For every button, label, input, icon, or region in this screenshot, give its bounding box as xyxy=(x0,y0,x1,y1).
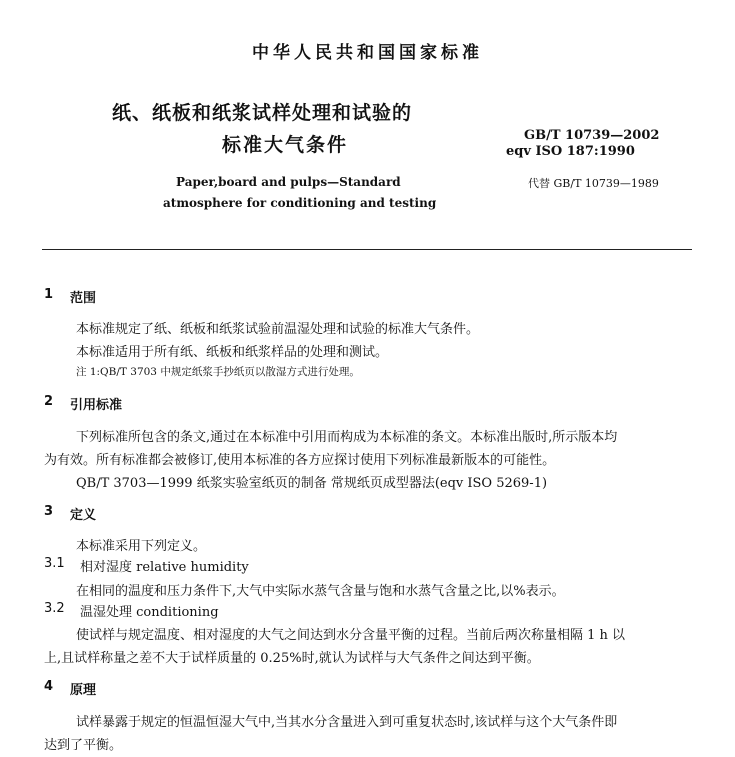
section-4-paragraph-line2: 达到了平衡。 xyxy=(44,738,123,753)
english-title-line1: Paper,board and pulps—Standard xyxy=(176,175,401,189)
section-2-number: 2 xyxy=(44,394,54,409)
definition-3-2-text-line2: 上,且试样称量之差不大于试样质量的 0.25%时,就认为试样与大气条件之间达到平衡。 xyxy=(44,651,540,666)
section-3-number: 3 xyxy=(44,504,54,519)
section-4-title: 原理 xyxy=(70,683,97,698)
section-3-title: 定义 xyxy=(70,508,97,523)
english-title-line2: atmosphere for conditioning and testing xyxy=(163,196,437,210)
section-4-number: 4 xyxy=(44,679,54,694)
section-4-paragraph-line1: 试样暴露于规定的恒温恒湿大气中,当其水分含量进入到可重复状态时,该试样与这个大气条件即 xyxy=(76,715,618,730)
section-1-title: 范围 xyxy=(70,291,97,306)
definition-3-1-term: 相对湿度 relative humidity xyxy=(80,560,249,575)
definition-3-2-number: 3.2 xyxy=(44,601,65,616)
standard-replaces: 代替 GB/T 10739—1989 xyxy=(528,177,659,190)
standard-code: GB/T 10739—2002 xyxy=(524,128,660,143)
section-1-paragraph-2: 本标准适用于所有纸、纸板和纸浆样品的处理和测试。 xyxy=(76,345,389,360)
definition-3-1-text: 在相同的温度和压力条件下,大气中实际水蒸气含量与饱和水蒸气含量之比,以%表示。 xyxy=(76,584,565,599)
section-3-paragraph-1: 本标准采用下列定义。 xyxy=(76,539,207,554)
section-2-paragraph-line1: 下列标准所包含的条文,通过在本标准中引用而构成为本标准的条文。本标准出版时,所示版本均 xyxy=(76,430,618,445)
section-2-paragraph-line2: 为有效。所有标准都会被修订,使用本标准的各方应探讨使用下列标准最新版本的可能性。 xyxy=(44,453,556,468)
standard-title-line1: 纸、纸板和纸浆试样处理和试验的 xyxy=(112,102,413,124)
header-divider xyxy=(42,249,692,250)
section-2-title: 引用标准 xyxy=(70,398,123,413)
section-1-note: 注 1:QB/T 3703 中规定纸浆手抄纸页以散湿方式进行处理。 xyxy=(76,366,360,378)
section-1-number: 1 xyxy=(44,287,54,302)
section-1-paragraph-1: 本标准规定了纸、纸板和纸浆试验前温湿处理和试验的标准大气条件。 xyxy=(76,322,480,337)
header-title: 中华人民共和国国家标准 xyxy=(252,43,483,63)
standard-title-line2: 标准大气条件 xyxy=(222,134,349,156)
standard-equivalent: eqv ISO 187:1990 xyxy=(506,144,635,159)
definition-3-2-term: 温湿处理 conditioning xyxy=(80,605,219,620)
definition-3-2-text-line1: 使试样与规定温度、相对湿度的大气之间达到水分含量平衡的过程。当前后两次称量相隔 1 h 以 xyxy=(76,628,626,643)
definition-3-1-number: 3.1 xyxy=(44,556,65,571)
section-2-reference: QB/T 3703—1999 纸浆实验室纸页的制备 常规纸页成型器法(eqv ISO 5269-1) xyxy=(76,476,548,491)
